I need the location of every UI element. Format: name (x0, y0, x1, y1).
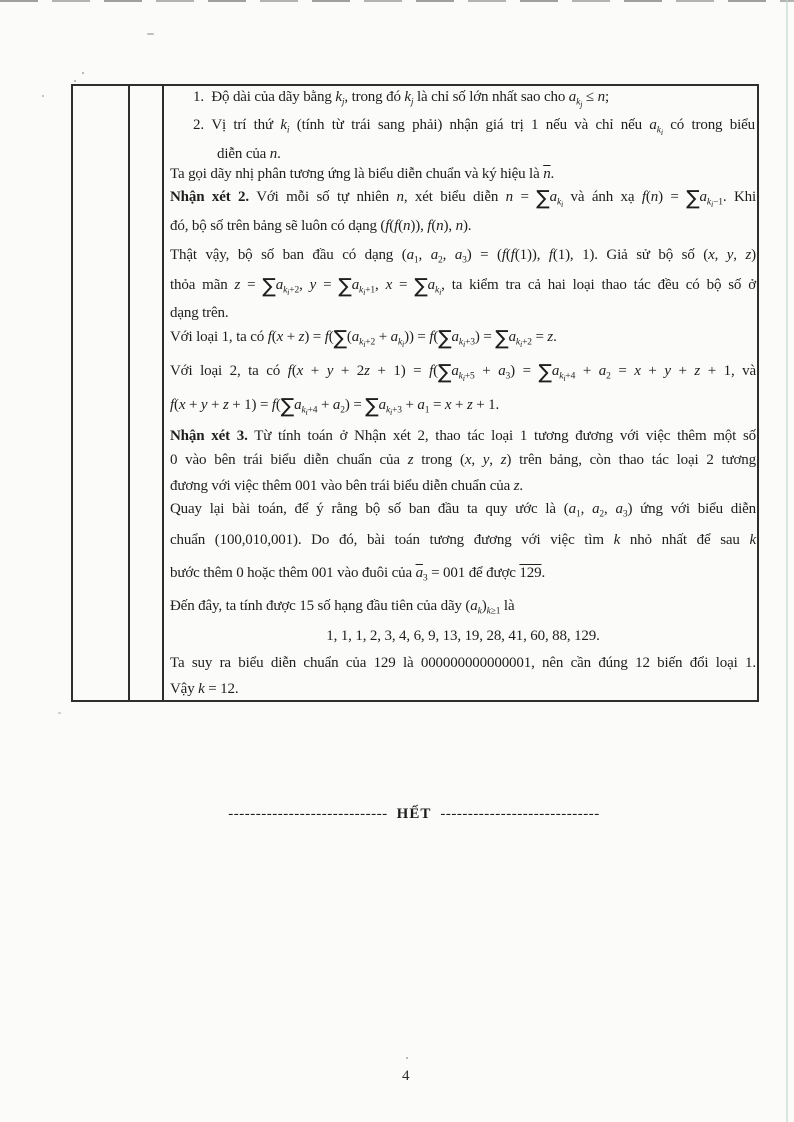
text-segment: (tính từ trái sang phải) nhận giá trị 1 nếu và chỉ nếu (289, 117, 650, 133)
text-segment: a (378, 397, 386, 413)
text-segment: , (418, 247, 431, 263)
end-label: HẾT (396, 806, 432, 822)
text-segment: ≥1 (490, 606, 501, 617)
text-segment: k (458, 337, 463, 348)
sigma-symbol: ∑ (338, 273, 352, 298)
sigma-symbol: ∑ (538, 359, 552, 384)
text-segment: + 2 (333, 363, 365, 379)
text-segment: = (531, 329, 548, 345)
text-segment: x (634, 363, 641, 379)
text-segment: Thật vậy, bộ số ban đầu có dạng ( (170, 247, 407, 263)
text-segment: Vậy (170, 681, 199, 697)
line-11 (170, 361, 756, 389)
text-segment: a (351, 277, 360, 293)
text-segment: )), (410, 218, 428, 234)
text-segment: a (390, 329, 398, 345)
line-17 (170, 530, 756, 550)
text-segment: 1. (193, 89, 212, 105)
text-segment: + (670, 363, 695, 379)
text-segment: i (520, 340, 523, 349)
text-segment: , (604, 501, 616, 517)
text-segment: n (505, 189, 513, 205)
text-segment: 1 (413, 255, 419, 266)
text-segment: ) trên bảng, còn thao tác loại 2 tương (506, 452, 756, 468)
text-segment: +2 (365, 337, 376, 348)
text-segment: 2 (340, 405, 345, 416)
text-segment: 3 (505, 371, 511, 382)
text-segment: , (471, 452, 483, 468)
text-segment: ( (346, 329, 352, 345)
text-segment: 2 (599, 509, 605, 520)
line-10 (170, 327, 756, 355)
page-number: 4 (402, 1068, 410, 1084)
text-segment: + (575, 363, 599, 379)
text-segment: Với loại 1, ta có (170, 329, 268, 345)
text-segment: a (451, 329, 459, 345)
text-segment: , (580, 501, 593, 517)
text-segment: k (283, 285, 288, 296)
line-20 (170, 626, 756, 646)
text-segment: x (178, 397, 186, 413)
text-segment: + 1) = (369, 363, 430, 379)
text-segment: ( (275, 397, 281, 413)
text-segment: + 1) = (228, 397, 272, 413)
text-segment: k (397, 337, 403, 348)
text-segment: f (429, 329, 434, 345)
text-segment: n (650, 189, 659, 205)
text-segment: a (498, 363, 506, 379)
text-segment: có trong biểu (662, 117, 756, 133)
text-segment: x (464, 452, 472, 468)
text-segment: k (656, 125, 661, 136)
scan-speck (58, 712, 61, 714)
line-16 (170, 499, 756, 525)
text-segment: ( (398, 218, 404, 234)
line-3 (217, 144, 755, 164)
text-segment: f (501, 247, 506, 263)
line-12 (170, 395, 756, 423)
text-segment: k (435, 285, 440, 296)
line-14 (170, 450, 756, 470)
text-segment: 3 (422, 573, 428, 584)
text-segment: z (500, 452, 507, 468)
sigma-symbol: ∑ (438, 325, 452, 350)
text-segment: a (332, 397, 341, 413)
text-segment: ) = ( (466, 247, 502, 263)
text-segment: k (556, 197, 562, 208)
text-segment: Với loại 2, ta có (170, 363, 288, 379)
text-segment: i (439, 288, 442, 297)
text-segment: i (286, 125, 290, 136)
line-5 (170, 187, 756, 215)
text-segment: , (375, 277, 386, 293)
text-segment: f (427, 218, 432, 234)
text-segment: +1 (365, 285, 376, 296)
text-segment: i (563, 374, 566, 383)
text-segment: = (392, 277, 415, 293)
text-segment: a (508, 329, 516, 345)
text-segment: , (733, 247, 746, 263)
text-segment: ( (389, 218, 395, 234)
text-segment: a (275, 277, 284, 293)
text-segment: +2 (289, 285, 300, 296)
text-segment: = (610, 363, 635, 379)
line-2 (193, 115, 755, 143)
text-segment: ) = (304, 329, 325, 345)
text-segment: và ánh xạ (563, 189, 642, 205)
text-segment: + (303, 363, 327, 379)
text-segment: i (462, 374, 465, 383)
text-segment: 1 (575, 509, 581, 520)
sigma-symbol: ∑ (414, 273, 428, 298)
text-segment: . (553, 329, 557, 345)
text-segment: Nhận xét 3. (170, 428, 248, 444)
text-segment: f (548, 247, 553, 263)
line-1 (193, 87, 755, 115)
text-segment: = (513, 189, 537, 205)
text-segment: , xét biểu diễn (403, 189, 506, 205)
text-segment: k (301, 405, 306, 416)
text-segment: + (283, 329, 299, 345)
text-segment: y (326, 363, 334, 379)
text-segment: Nhận xét 2. (170, 189, 249, 205)
text-segment: ) = (474, 329, 496, 345)
text-segment: + 1. (472, 397, 500, 413)
text-segment: bước thêm 0 hoặc thêm 001 vào đuôi của (170, 565, 416, 581)
line-4 (170, 164, 756, 184)
text-segment: , (299, 277, 310, 293)
text-segment: i (402, 340, 405, 349)
text-segment: = (316, 277, 339, 293)
text-segment: ; (604, 89, 609, 105)
text-segment: + (451, 397, 467, 413)
text-segment: 129 (519, 565, 542, 581)
text-segment: ) (751, 247, 756, 263)
line-6 (170, 216, 756, 236)
text-segment: +5 (464, 371, 475, 382)
text-segment: a (351, 329, 360, 345)
text-segment: +3 (465, 337, 475, 348)
text-segment: a (406, 247, 414, 263)
text-segment: k (280, 117, 287, 133)
line-19 (170, 596, 756, 622)
text-segment: . (277, 146, 281, 162)
text-segment: f (641, 189, 646, 205)
text-segment: i (363, 288, 366, 297)
scan-speck (147, 33, 154, 35)
text-segment: k (706, 197, 711, 208)
text-segment: thỏa mãn (170, 277, 235, 293)
text-segment: z (694, 363, 701, 379)
text-segment: a (417, 397, 425, 413)
text-segment: f (394, 218, 399, 234)
text-segment: y (309, 277, 317, 293)
text-segment: dạng trên. (170, 305, 229, 321)
text-segment: diễn của (217, 146, 270, 162)
text-segment: đương với việc thêm 001 vào bên trái biểu diễn chuẩn của (170, 478, 514, 494)
text-segment: x (444, 397, 452, 413)
text-segment: k (576, 97, 581, 108)
text-segment: , ta kiểm tra cả hai loại thao tác đều có bộ số ở (441, 277, 757, 293)
text-segment: n (597, 89, 605, 105)
text-segment: ( (433, 329, 439, 345)
text-segment: j (410, 97, 414, 108)
text-segment: ) ứng với biểu diễn (627, 501, 757, 517)
text-segment: ). (462, 218, 472, 234)
text-segment: . (550, 166, 555, 182)
text-segment: = 12. (204, 681, 239, 697)
text-segment: i (305, 408, 308, 417)
text-segment: a (454, 247, 463, 263)
sigma-symbol: ∑ (365, 393, 379, 418)
text-segment: a (568, 89, 577, 105)
text-segment: −1 (713, 197, 723, 208)
text-segment: k (404, 89, 411, 105)
text-segment: f (267, 329, 272, 345)
text-segment: ), (443, 218, 456, 234)
text-segment: +3 (392, 405, 402, 416)
text-segment: y (482, 452, 490, 468)
text-segment: i (363, 340, 366, 349)
text-segment: +2 (522, 337, 532, 348)
text-segment: Ta suy ra biểu diễn chuẩn của 129 là 000000000000001, nên cần đúng 12 biến đổi loại 1. (170, 655, 756, 671)
text-segment: . (519, 478, 523, 494)
text-segment: f (510, 247, 515, 263)
text-segment: n (396, 189, 404, 205)
text-segment: z (466, 397, 473, 413)
text-segment: Với mỗi số tự nhiên (249, 189, 397, 205)
text-segment: z (407, 452, 414, 468)
text-segment: ) = (658, 189, 687, 205)
text-segment: a (699, 189, 707, 205)
text-segment: + (401, 397, 418, 413)
text-segment: Ta gọi dãy nhị phân tương ứng là biểu diễn chuẩn và ký hiệu là (170, 166, 544, 182)
end-dashes-right: ----------------------------- (440, 806, 600, 822)
text-segment: x (276, 329, 284, 345)
text-segment: a (615, 501, 623, 517)
text-segment: Độ dài của dãy bằng (211, 89, 336, 105)
text-segment: ( (271, 329, 277, 345)
text-segment: đó, bộ số trên bảng sẽ luôn có dạng ( (170, 218, 386, 234)
text-segment: 1 (424, 405, 430, 416)
text-segment: z (547, 329, 554, 345)
line-13 (170, 426, 756, 446)
text-segment: i (462, 340, 466, 349)
text-segment: n (403, 218, 411, 234)
text-segment: ( (433, 363, 438, 379)
text-segment: z (745, 247, 752, 263)
text-segment: k (613, 532, 621, 548)
text-segment: $\overline{a}$ (415, 565, 423, 581)
sigma-symbol: ∑ (262, 273, 276, 298)
text-segment: Từ tính toán ở Nhận xét 2, thao tác loại 1 tương đương với việc thêm một số (247, 428, 756, 444)
text-segment: a (649, 117, 657, 133)
text-segment: k (458, 371, 463, 382)
text-segment: j (341, 97, 345, 108)
text-segment: ( (431, 218, 437, 234)
text-segment: Quay lại bài toán, để ý rằng bộ số ban đầu ta quy ước là ( (170, 501, 569, 517)
text-segment: Vị trí thứ (211, 117, 281, 133)
text-segment: ( (328, 329, 334, 345)
text-segment: f (429, 363, 434, 379)
text-segment: $\overline{n}$ (543, 166, 551, 182)
text-segment: , trong đó (344, 89, 405, 105)
scan-speck (42, 95, 44, 97)
text-segment: a (470, 598, 478, 614)
scan-speck (406, 1057, 408, 1059)
text-segment: nhỏ nhất để sau (620, 532, 750, 548)
text-segment: i (561, 200, 564, 209)
sigma-symbol: ∑ (536, 185, 550, 210)
sigma-symbol: ∑ (686, 185, 700, 210)
scan-speck (74, 80, 76, 82)
text-segment: a (427, 277, 435, 293)
text-segment: ) = (510, 363, 539, 379)
text-segment: 2 (438, 255, 443, 266)
text-segment: ( (291, 363, 297, 379)
text-segment: 3 (622, 509, 628, 520)
text-segment: 2. (193, 117, 212, 133)
text-segment: a (592, 501, 600, 517)
text-segment: j (580, 100, 583, 109)
text-segment: . Khi (722, 189, 756, 205)
text-segment: n (455, 218, 463, 234)
line-9 (170, 303, 756, 323)
line-15 (170, 476, 756, 496)
text-segment: . (541, 565, 546, 581)
text-segment: 1, 1, 1, 2, 3, 4, 6, 9, 13, 19, 28, 41, 60, 88, 129. (326, 628, 600, 644)
text-segment: f (287, 363, 292, 379)
line-18 (170, 563, 756, 589)
text-segment: a (451, 363, 459, 379)
text-segment: ( (505, 247, 511, 263)
text-segment: n (436, 218, 444, 234)
line-7 (170, 245, 756, 271)
text-segment: y (664, 363, 671, 379)
text-segment: n (269, 146, 278, 162)
text-segment: , (714, 247, 727, 263)
text-segment: k (385, 405, 391, 416)
text-segment: f (170, 397, 175, 413)
text-segment: = 001 để được (427, 565, 520, 581)
text-segment: k (486, 606, 491, 617)
text-segment: ) = (344, 397, 366, 413)
text-segment: +4 (565, 371, 576, 382)
text-segment: là (500, 598, 515, 614)
text-segment: x (385, 277, 393, 293)
text-segment: ) (481, 598, 487, 614)
text-segment: k (359, 337, 364, 348)
text-segment: = (429, 397, 445, 413)
text-segment: k (749, 532, 756, 548)
text-segment: ( (645, 189, 651, 205)
line-21 (170, 653, 756, 673)
text-segment: k (198, 681, 205, 697)
text-segment: a (294, 397, 302, 413)
text-segment: a (430, 247, 439, 263)
text-segment: a (598, 363, 607, 379)
text-segment: k (559, 371, 564, 382)
text-segment: i (287, 288, 290, 297)
sigma-symbol: ∑ (280, 393, 295, 418)
text-segment: k (515, 337, 520, 348)
text-segment: chuẩn (100,010,001). Do đó, bài toán tương đương với việc tìm (170, 532, 614, 548)
text-segment: ( (174, 397, 179, 413)
text-segment: i (390, 408, 393, 417)
scan-speck (82, 72, 84, 74)
text-segment: 3 (462, 255, 467, 266)
text-segment: f (324, 329, 329, 345)
text-segment: z (513, 478, 520, 494)
text-segment: 0 vào bên trái biểu diễn chuẩn của (170, 452, 408, 468)
text-segment: y (200, 397, 208, 413)
text-segment: a (568, 501, 576, 517)
text-segment: i (710, 200, 714, 209)
text-segment: f (271, 397, 276, 413)
text-segment: y (726, 247, 734, 263)
text-segment: i (660, 128, 663, 137)
text-segment: x (708, 247, 715, 263)
end-marker (0, 806, 794, 823)
text-segment: là chỉ số lớn nhất sao cho (413, 89, 569, 105)
text-segment: a (549, 189, 557, 205)
sigma-symbol: ∑ (495, 325, 509, 350)
text-segment: k (335, 89, 342, 105)
text-segment: z (234, 277, 241, 293)
text-segment: + 1, và (700, 363, 757, 379)
text-segment: + (207, 397, 223, 413)
text-segment: trong ( (413, 452, 465, 468)
text-segment: , (442, 247, 455, 263)
text-segment: (1)), (514, 247, 549, 263)
text-segment: ≤ (582, 89, 598, 105)
text-segment: = (240, 277, 263, 293)
text-segment: k (359, 285, 364, 296)
text-segment: Đến đây, ta tính được 15 số hạng đầu tiên của dãy ( (170, 598, 471, 614)
text-segment: + (185, 397, 201, 413)
text-segment: + (375, 329, 391, 345)
text-segment: z (298, 329, 305, 345)
text-segment: k (477, 606, 482, 617)
end-dashes-left: ----------------------------- (228, 806, 388, 822)
line-22 (170, 679, 756, 699)
text-segment: + (640, 363, 665, 379)
text-segment: x (296, 363, 304, 379)
text-segment: 2 (606, 371, 611, 382)
text-segment: + (474, 363, 499, 379)
text-segment: )) = (404, 329, 430, 345)
line-8 (170, 275, 756, 303)
sigma-symbol: ∑ (333, 325, 347, 350)
text-segment: a (551, 363, 560, 379)
text-segment: z (364, 363, 370, 379)
text-segment: , (489, 452, 501, 468)
text-segment: (1), 1). Giả sử bộ số ( (552, 247, 709, 263)
text-segment: z (222, 397, 229, 413)
text-segment: +4 (307, 405, 318, 416)
sigma-symbol: ∑ (437, 359, 452, 384)
text-segment: f (385, 218, 390, 234)
text-segment: + (317, 397, 333, 413)
